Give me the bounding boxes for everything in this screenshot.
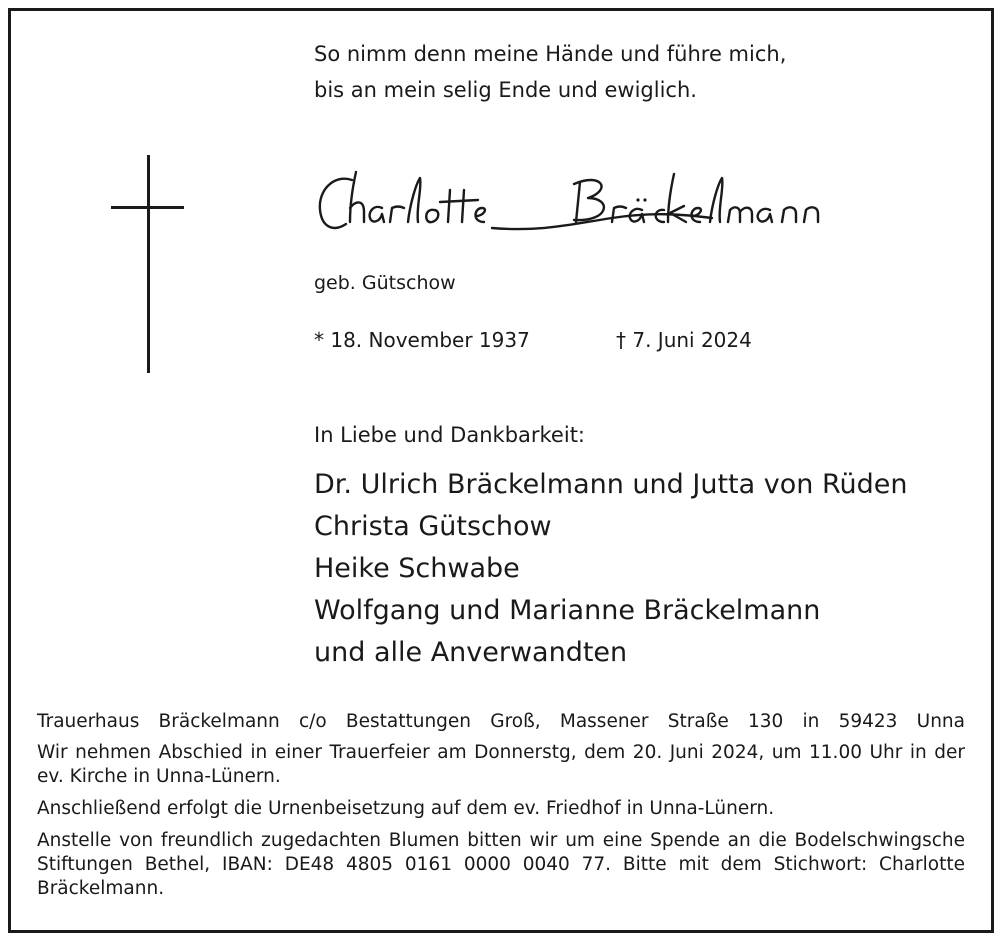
born-name: geb. Gütschow — [314, 272, 456, 294]
birth-date: * 18. November 1937 — [314, 328, 530, 352]
verse-line-2: bis an mein selig Ende und ewiglich. — [314, 78, 697, 102]
mourners-list — [314, 464, 907, 674]
donation-info: Anstelle von freundlich zugedachten Blumen bitten wir um eine Spende an die Bodelschwingsche Stiftungen Bethel, IBAN: DE48 4805 0161 0000 0040 77. Bitte mit dem Stichwort: Charlotte Bräckelmann. — [37, 830, 965, 899]
verse-line-1: So nimm denn meine Hände und führe mich, — [314, 42, 787, 66]
verse — [314, 36, 786, 108]
name-signature — [312, 168, 872, 258]
death-date: † 7. Juni 2024 — [616, 328, 752, 352]
mourner-name: Wolfgang und Marianne Bräckelmann — [314, 595, 821, 626]
notes-section — [37, 710, 965, 909]
ceremony-info: Wir nehmen Abschied in einer Trauerfeier am Donnerstg, dem 20. Juni 2024, um 11.00 Uhr in der ev. Kirche in Unna-Lünern. — [37, 742, 965, 787]
burial-info: Anschließend erfolgt die Urnenbeisetzung auf dem ev. Friedhof in Unna-Lünern. — [37, 798, 775, 819]
mourner-name: Dr. Ulrich Bräckelmann und Jutta von Rüden — [314, 469, 908, 500]
mourners-intro: In Liebe und Dankbarkeit: — [314, 423, 586, 447]
mourner-name: Christa Gütschow — [314, 511, 552, 542]
mourning-house: Trauerhaus Bräckelmann c/o Bestattungen Groß, Massener Straße 130 in 59423 Unna — [37, 711, 965, 732]
mourner-name: Heike Schwabe — [314, 553, 520, 584]
mourner-name: und alle Anverwandten — [314, 637, 628, 668]
